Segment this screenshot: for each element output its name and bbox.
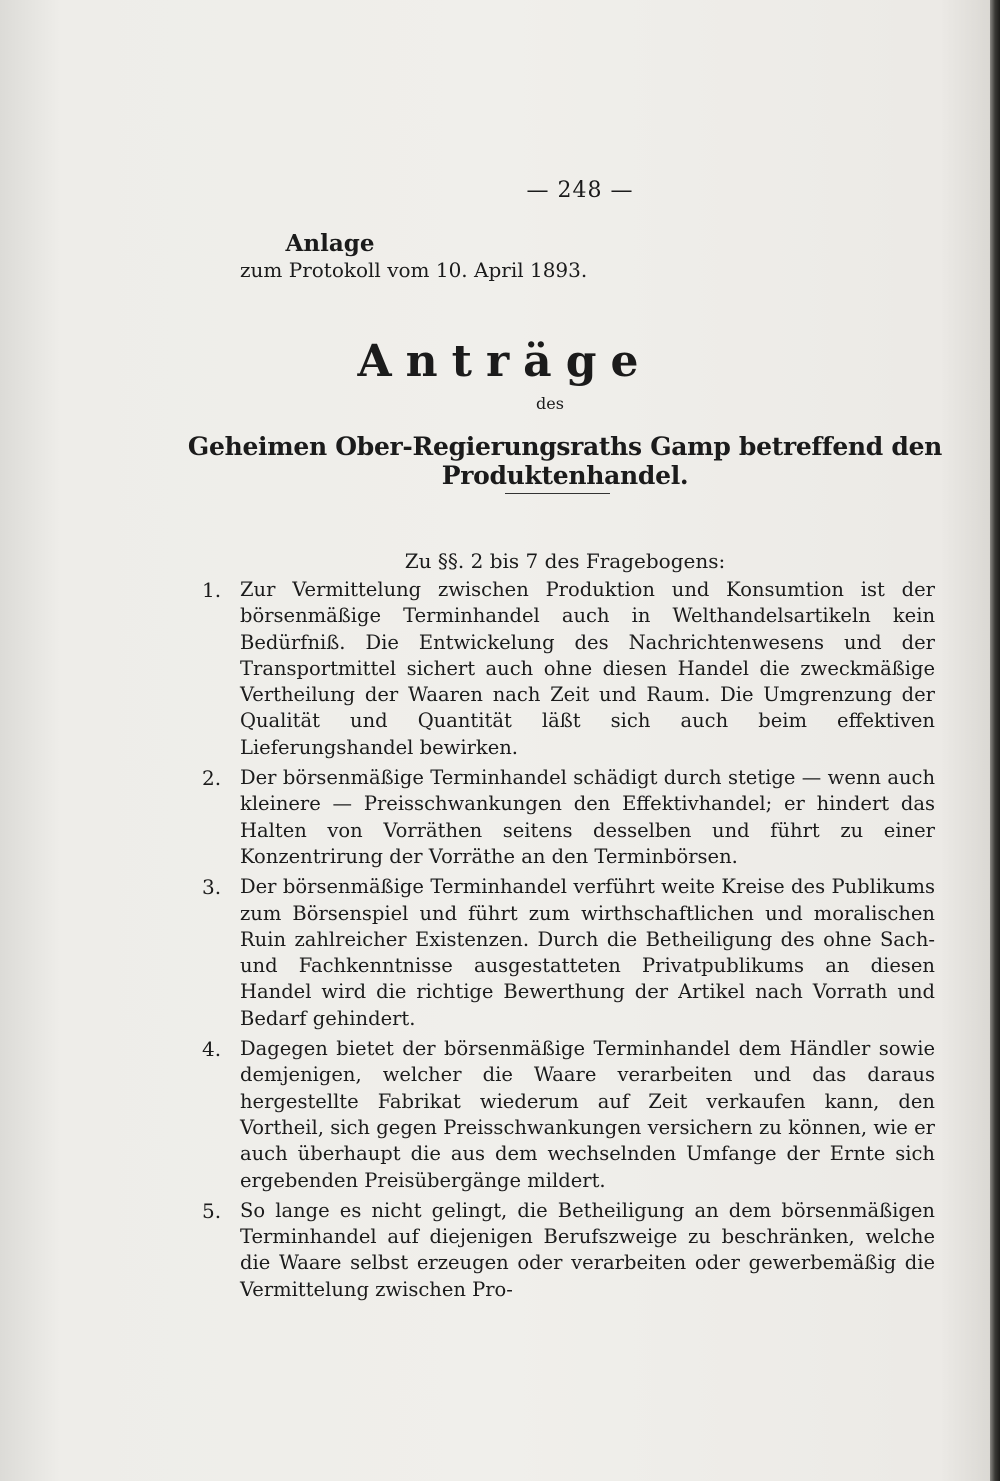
title-connector: des	[536, 394, 564, 413]
list-item	[200, 577, 935, 761]
list-item	[200, 874, 935, 1032]
item-number: 3.	[202, 875, 222, 900]
item-text: So lange es nicht gelingt, die Betheiligung an dem börsenmäßigen Terminhandel auf diejenigen Berufszweige zu beschränken, welche die Waare selbst erzeugen oder verarbeiten oder gewerbemäßig die Vermittelung zwischen Pro-	[240, 1198, 935, 1301]
item-text: Der börsenmäßige Terminhandel verführt weite Kreise des Publikums zum Börsenspiel und führt zum wirthschaftlichen und moralischen Ruin zahlreicher Existenzen. Durch die Betheiligung des ohne Sach- und Fachkenntnisse ausgestatteten Privatpublikums an diesen Handel wird die richtige Bewerthung der Artikel nach Vorrath und Bedarf gehindert.	[240, 875, 935, 1030]
document-subtitle: Geheimen Ober-Regierungsraths Gamp betreffend den Produktenhandel.	[187, 432, 943, 490]
motion-list	[200, 577, 935, 1307]
item-number: 5.	[202, 1198, 222, 1223]
main-title: Anträge	[357, 336, 653, 387]
item-number: 1.	[202, 578, 222, 602]
item-number: 2.	[202, 766, 222, 791]
list-item	[200, 765, 935, 870]
list-item	[200, 1198, 935, 1303]
annex-title: Anlage	[285, 230, 375, 257]
book-spine-edge	[990, 0, 1000, 1481]
annex-subtitle: zum Protokoll vom 10. April 1893.	[240, 258, 588, 282]
item-text: Der börsenmäßige Terminhandel schädigt durch stetige — wenn auch kleinere — Preisschwankungen den Effektivhandel; er hindert das Halten von Vorräthen seitens desselben und führt zu einer Konzentrirung der Vorräthe an den Terminbörsen.	[240, 766, 935, 868]
page-number: — 248 —	[526, 178, 634, 203]
separator-rule	[505, 493, 610, 494]
item-text: Zur Vermittelung zwischen Produktion und Konsumtion ist der börsenmäßige Terminhandel auch in Welthandelsartikeln kein Bedürfniß. Die Entwickelung des Nachrichtenwesens und der Transportmittel sichert auch ohne diesen Handel die zweckmäßige Vertheilung der Waaren nach Zeit und Raum. Die Umgrenzung der Qualität und Quantität läßt sich auch beim effektiven Lieferungshandel bewirken.	[240, 578, 935, 759]
section-heading: Zu §§. 2 bis 7 des Fragebogens:	[404, 549, 726, 573]
item-text: Dagegen bietet der börsenmäßige Terminhandel dem Händler sowie demjenigen, welcher die Waare verarbeiten und das daraus hergestellte Fabrikat wiederum auf Zeit verkaufen kann, den Vortheil, sich gegen Preisschwankungen versichern zu können, wie er auch überhaupt die aus dem wechselnden Umfange der Ernte sich ergebenden Preisübergänge mildert.	[240, 1037, 935, 1192]
item-number: 4.	[202, 1037, 222, 1062]
list-item	[200, 1036, 935, 1194]
